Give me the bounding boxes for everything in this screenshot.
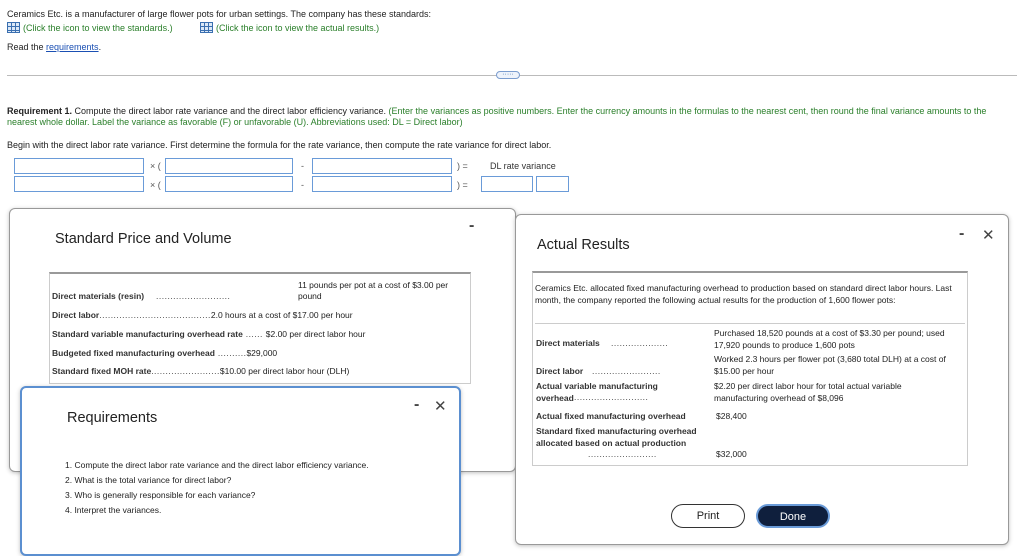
formula-input-1c[interactable]: [312, 158, 452, 174]
read-requirements: Read the requirements.: [7, 42, 102, 52]
dl-rate-variance-label: DL rate variance: [490, 161, 556, 171]
table-grid-icon[interactable]: [7, 22, 20, 33]
formula-input-1a[interactable]: [14, 158, 144, 174]
list-item: 4. Interpret the variances.: [65, 505, 162, 515]
std-row-labor: Direct labor.......................................2.0 hours at a cost of $17.00 per hour: [52, 310, 353, 320]
panel-title: Standard Price and Volume: [55, 231, 232, 247]
std-row-moh-rate: Standard fixed MOH rate........................$10.00 per direct labor hour (DLH): [52, 366, 350, 376]
requirements-list: [65, 458, 369, 518]
actual-results-panel: Actual Results - ✕ Ceramics Etc. allocated fixed manufacturing overhead to production based on standard direct labor hours. Last month, the company reported the following actual results for the production of 1,600 flower pots: Direct materials .................... Purchased 18,520 pounds at a cost of $3.30 per pound; used 17,920 pounds to produce 1,600 pots Direct labor ........................ Worked 2.3 hours per flower pot (3,680 total DLH) at a cost of $15.00 per hour Actual variable manufacturing overhead .......................... $2.20 per direct labor hour for total actual variable manufacturing overhead of $8,096 Actual fixed manufacturing overhead $28,400 Standard fixed manufacturing overhead allocated based on actual production ........................ $32,000 Print Done: [515, 214, 1009, 545]
dl-rate-variance-label-select[interactable]: [536, 176, 569, 192]
list-item: 1. Compute the direct labor rate variance and the direct labor efficiency variance.: [65, 460, 369, 470]
std-row-fixed-moh: Budgeted fixed manufacturing overhead ..........$29,000: [52, 348, 278, 358]
std-row-var-moh: Standard variable manufacturing overhead rate ...... $2.00 per direct labor hour: [52, 329, 366, 339]
minimize-icon[interactable]: -: [414, 396, 420, 413]
requirements-link[interactable]: requirements: [46, 42, 99, 52]
times-open: × (: [150, 161, 161, 171]
standards-link[interactable]: (Click the icon to view the standards.): [7, 22, 173, 33]
minimize-icon[interactable]: -: [469, 217, 475, 234]
table-grid-icon[interactable]: [200, 22, 213, 33]
list-item: 2. What is the total variance for direct labor?: [65, 475, 232, 485]
panel-title: Actual Results: [537, 237, 630, 253]
actual-link[interactable]: (Click the icon to view the actual results.): [200, 22, 379, 33]
minus-sign: -: [301, 180, 304, 190]
close-equals: ) =: [457, 180, 468, 190]
dl-rate-variance-amount[interactable]: [481, 176, 533, 192]
formula-input-2b[interactable]: [165, 176, 293, 192]
requirements-panel: [20, 386, 461, 556]
act-row-fixed-moh: Actual fixed manufacturing overhead $28,400: [536, 411, 747, 421]
times-open: × (: [150, 180, 161, 190]
instruction: Begin with the direct labor rate variance. First determine the formula for the rate variance, then compute the rate variance for direct labor.: [7, 140, 552, 150]
done-button[interactable]: Done: [756, 504, 830, 528]
minus-sign: -: [301, 161, 304, 171]
print-button[interactable]: Print: [671, 504, 745, 528]
formula-input-2a[interactable]: [14, 176, 144, 192]
close-icon[interactable]: ✕: [434, 398, 447, 415]
intro-text: Ceramics Etc. is a manufacturer of large flower pots for urban settings. The company has these standards:: [7, 9, 432, 19]
minimize-icon[interactable]: -: [959, 225, 965, 242]
panel-title: Requirements: [67, 410, 158, 426]
close-equals: ) =: [457, 161, 468, 171]
list-item: 3. Who is generally responsible for each variance?: [65, 490, 256, 500]
more-button[interactable]: ·····: [496, 71, 520, 79]
actual-intro: Ceramics Etc. allocated fixed manufacturing overhead to production based on standard direct labor hours. Last month, the company reported the following actual results for the production of 1,600 flower pots:: [535, 283, 952, 305]
requirement-1: Requirement 1. Compute the direct labor rate variance and the direct labor efficiency variance. (Enter the variances as positive numbers. Enter the currency amounts in the formulas to the nearest cent, then round the final variance amounts to the nearest whole dollar. Label the variance as favorable (F) or unfavorable (U). Abbreviations used: DL = Direct labor): [7, 106, 987, 127]
formula-input-2c[interactable]: [312, 176, 452, 192]
formula-input-1b[interactable]: [165, 158, 293, 174]
close-icon[interactable]: ✕: [982, 227, 995, 244]
actual-divider: [535, 323, 965, 324]
